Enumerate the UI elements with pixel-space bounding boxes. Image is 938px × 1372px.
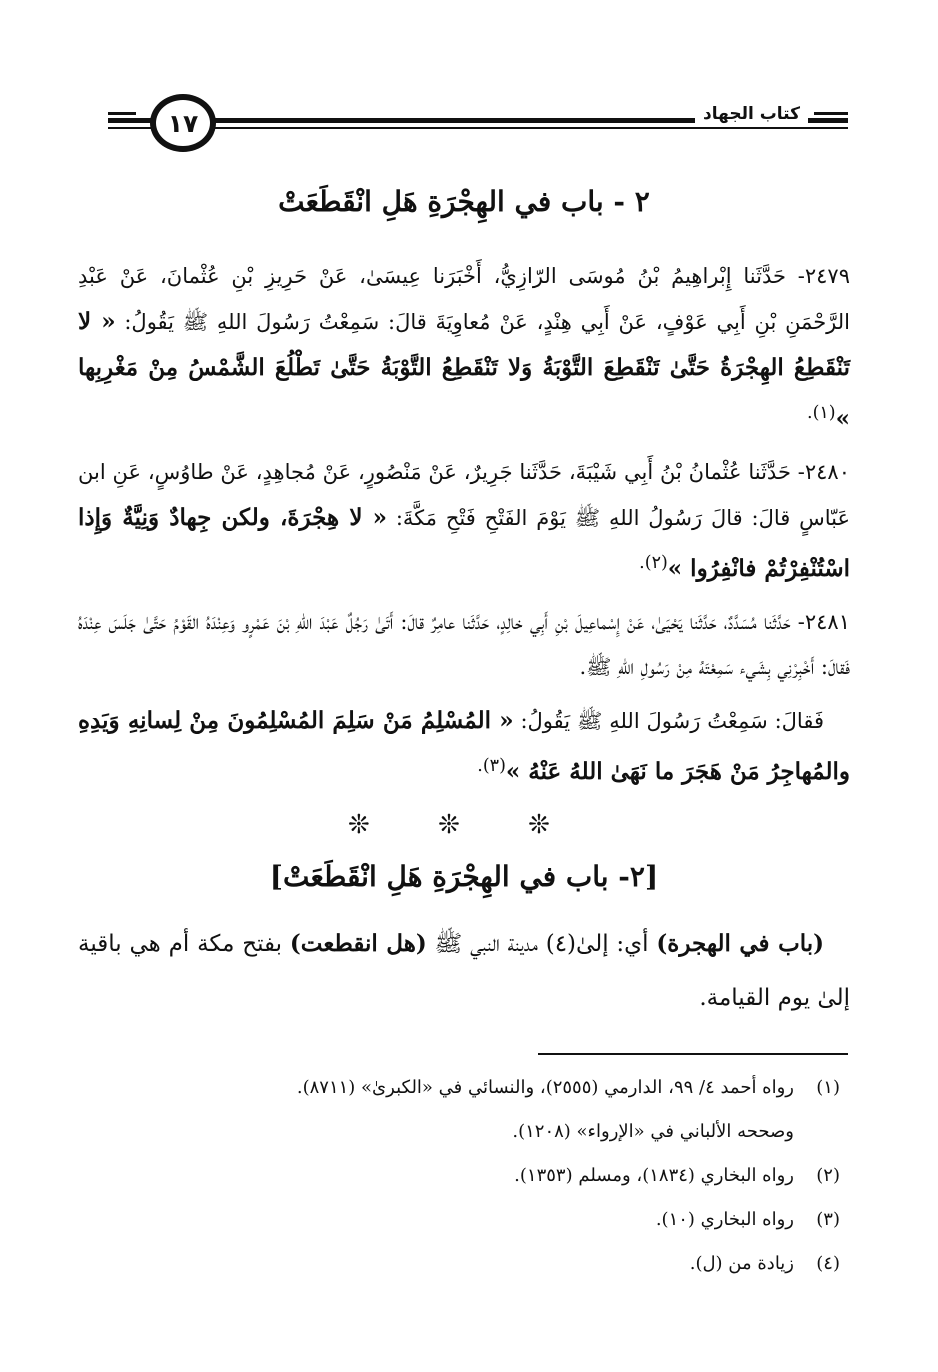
footnote-marker: (٣). <box>477 756 506 776</box>
commentary-term: (باب في الهجرة) <box>656 930 825 957</box>
footnote-number: (٣) <box>816 1209 840 1230</box>
commentary-text: أي: إلىٰ(٤) مدينة النبي ﷺ <box>426 931 657 957</box>
footnote-text: رواه البخاري (١٨٣٤)، ومسلم (١٣٥٣). <box>514 1165 794 1186</box>
hadith-paragraph <box>78 600 850 690</box>
footnote-continuation <box>120 1110 840 1154</box>
section-title: [٢- باب في الهِجْرَةِ هَلِ انْقَطَعَتْ] <box>269 860 659 893</box>
footnote <box>120 1154 840 1198</box>
book-title: كتاب الجهاد <box>695 104 808 124</box>
commentary-term: (هل انقطعت) <box>289 930 427 957</box>
hadith-text: ٢٤٨٠- حَدَّثَنا عُثْمانُ بْنُ أَبِي شَيْبَةَ، حَدَّثَنا جَرِيرٌ، عَنْ مَنْصُورٍ، عَنْ مُجاهِدٍ، عَنْ طاوُسٍ، عَنِ ابن عَبّاسٍ قالَ: قالَ رَسُولُ اللهِ ﷺ يَوْمَ الفَتْحِ فَتْحِ مَكَّةَ: <box>78 460 851 530</box>
footnote-text: رواه أحمد ٤/ ٩٩، الدارمي (٢٥٥٥)، والنسائي في «الكبرىٰ» (٨٧١١). <box>296 1077 794 1098</box>
footnote-number: (٤) <box>816 1253 840 1274</box>
hadith-text: فَقالَ: سَمِعْتُ رَسُولَ اللهِ ﷺ يَقُولُ: <box>513 709 824 733</box>
hadith-paragraph <box>78 698 850 795</box>
footnote <box>120 1066 840 1110</box>
chapter-title: ٢ - باب في الهِجْرَةِ هَلِ انْقَطَعَتْ <box>278 185 650 218</box>
footnotes <box>120 1066 840 1286</box>
header-rule-ornament <box>814 112 848 115</box>
hadith-quote: « المُسْلِمُ مَنْ سَلِمَ المُسْلِمُونَ مِنْ لِسانِهِ وَيَدِهِ والمُهاجِرُ مَنْ هَجَرَ ما نَهَىٰ اللهُ عَنْهُ » <box>78 707 850 785</box>
main-text <box>78 180 850 1025</box>
hadith-text: ٢٤٨١- حَدَّثَنا مُسَدَّدٌ، حَدَّثَنا يَحْيَىٰ، عَنْ إِسْماعِيلَ بْنِ أَبِي خالِدٍ، حَدَّثَنا عامِرٌ قالَ: أَتَىٰ رَجُلٌ عَبْدَ اللهِ بْنَ عَمْرٍو وَعِنْدَهُ القَوْمُ حَتَّىٰ جَلَسَ عِنْدَهُ فَقالَ: أَخْبِرْنِي بِشَيء سَمِعْتَهُ مِنْ رَسُولِ اللهِ ﷺ. <box>78 610 850 679</box>
header-rule-ornament <box>108 112 136 115</box>
footnote-number: (١) <box>816 1077 840 1098</box>
hadith-quote: « لا هِجْرَةَ، ولكن جِهادٌ وَنِيَّةٌ وَإِذا اسْتُنْفِرْتُمْ فانْفِرُوا » <box>78 504 850 582</box>
footnote-number: (٢) <box>816 1165 840 1186</box>
footnote-divider <box>538 1053 848 1055</box>
hadith-quote: « لا تَنْقَطِعُ الهِجْرَةُ حَتَّىٰ تَنْقَطِعَ التَّوْبَةُ وَلا تَنْقَطِعُ التَّوْبَةُ حَتَّىٰ تَطْلُعَ الشَّمْسُ مِنْ مَغْرِبِها » <box>78 308 850 432</box>
footnote-text: زيادة من (ل). <box>689 1253 794 1274</box>
running-header <box>108 92 848 172</box>
footnote-text: رواه البخاري (١٠). <box>655 1209 794 1230</box>
commentary-text: بفتح مكة أم هي باقية إلىٰ يوم القيامة. <box>78 931 850 1011</box>
footnote <box>120 1198 840 1242</box>
page-number: ١٧ <box>167 108 199 138</box>
footnote <box>120 1242 840 1286</box>
page-number-badge <box>150 94 216 152</box>
hadith-text: ٢٤٧٩- حَدَّثَنا إِبْراهِيمُ بْنُ مُوسَى الرّازِيُّ، أَخْبَرَنا عِيسَىٰ، عَنْ حَرِيزِ بْنِ عُثْمانَ، عَنْ عَبْدِ الرَّحْمَنِ بْنِ أَبِي عَوْفٍ، عَنْ أَبِي هِنْدٍ، عَنْ مُعاوِيَةَ قالَ: سَمِعْتُ رَسُولَ اللهِ ﷺ يَقُولُ: <box>78 264 850 334</box>
footnote-marker: (١). <box>807 403 836 423</box>
hadith-paragraph <box>78 450 850 592</box>
commentary-paragraph <box>78 917 850 1025</box>
header-rule-thin <box>108 127 848 129</box>
footnote-text: وصححه الألباني في «الإرواء» (١٢٠٨). <box>512 1121 794 1142</box>
hadith-paragraph <box>78 254 850 442</box>
footnote-marker: (٢). <box>639 553 668 573</box>
section-separator: ❊ ❊ ❊ <box>348 810 580 840</box>
